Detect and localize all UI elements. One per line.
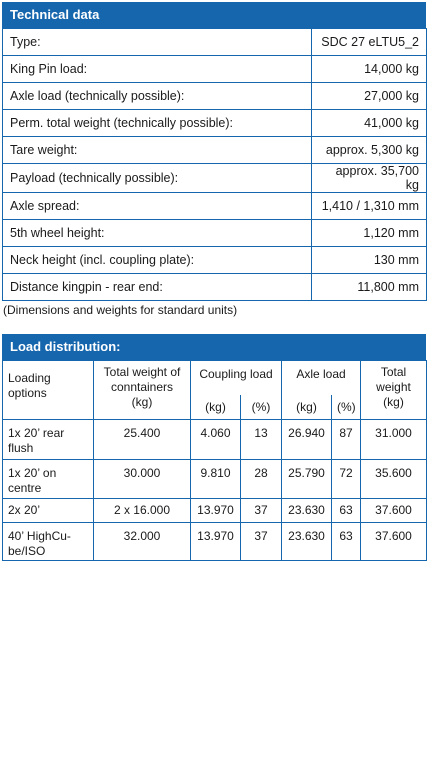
spec-label: Perm. total weight (technically possible): bbox=[3, 110, 312, 137]
axle-kg: 23.630 bbox=[282, 523, 332, 561]
axle-kg: 25.790 bbox=[282, 460, 332, 499]
spec-label: King Pin load: bbox=[3, 56, 312, 83]
spec-label: Neck height (incl. coupling plate): bbox=[3, 247, 312, 274]
total-weight-containers-header: Total weight of conntainers (kg) bbox=[94, 361, 191, 420]
coupling-pct: 28 bbox=[241, 460, 282, 499]
coupling-kg: 9.810 bbox=[191, 460, 241, 499]
spec-value: approx. 35,700 kg bbox=[312, 164, 427, 193]
table-row bbox=[3, 137, 427, 164]
spec-value: 11,800 mm bbox=[312, 274, 427, 301]
axle-pct: 87 bbox=[332, 420, 361, 460]
coupling-kg: 13.970 bbox=[191, 523, 241, 561]
table-row bbox=[3, 499, 427, 523]
spec-label: Payload (technically possible): bbox=[3, 164, 312, 193]
table-row bbox=[3, 83, 427, 110]
axle-pct: 63 bbox=[332, 499, 361, 523]
load-distribution-table bbox=[2, 360, 427, 561]
container-weight: 30.000 bbox=[94, 460, 191, 499]
total-weight-header: Total weight (kg) bbox=[361, 361, 427, 420]
spec-label: Tare weight: bbox=[3, 137, 312, 164]
load-distribution-title: Load distribution: bbox=[2, 334, 426, 360]
spec-value: 1,120 mm bbox=[312, 220, 427, 247]
table-row bbox=[3, 460, 427, 499]
load-distribution-section bbox=[2, 334, 426, 561]
spec-value: 41,000 kg bbox=[312, 110, 427, 137]
technical-data-section bbox=[2, 2, 426, 321]
spec-label: Axle spread: bbox=[3, 193, 312, 220]
table-row bbox=[3, 110, 427, 137]
total-weight: 31.000 bbox=[361, 420, 427, 460]
spec-label: Axle load (technically possible): bbox=[3, 83, 312, 110]
table-row bbox=[3, 193, 427, 220]
spec-label: Distance kingpin - rear end: bbox=[3, 274, 312, 301]
technical-data-title: Technical data bbox=[2, 2, 426, 28]
coupling-load-header: Coupling load bbox=[191, 361, 282, 396]
container-weight: 2 x 16.000 bbox=[94, 499, 191, 523]
table-row bbox=[3, 29, 427, 56]
container-weight: 25.400 bbox=[94, 420, 191, 460]
loading-option: 2x 20’ bbox=[3, 499, 94, 523]
loading-option: 40’ HighCu-be/ISO bbox=[3, 523, 94, 561]
table-row bbox=[3, 523, 427, 561]
axle-kg: 23.630 bbox=[282, 499, 332, 523]
axle-pct-header: (%) bbox=[332, 395, 361, 420]
units-note: (Dimensions and weights for standard units) bbox=[3, 303, 238, 317]
table-row bbox=[3, 274, 427, 301]
spec-label: Type: bbox=[3, 29, 312, 56]
spec-value: 14,000 kg bbox=[312, 56, 427, 83]
coupling-kg: 13.970 bbox=[191, 499, 241, 523]
loading-option: 1x 20’ on centre bbox=[3, 460, 94, 499]
total-weight: 37.600 bbox=[361, 499, 427, 523]
spec-value: approx. 5,300 kg bbox=[312, 137, 427, 164]
total-weight: 37.600 bbox=[361, 523, 427, 561]
axle-pct: 63 bbox=[332, 523, 361, 561]
table-row bbox=[3, 220, 427, 247]
table-row bbox=[3, 247, 427, 274]
technical-data-table bbox=[2, 28, 427, 301]
table-row bbox=[3, 164, 427, 193]
spec-value: 27,000 kg bbox=[312, 83, 427, 110]
spec-value: 130 mm bbox=[312, 247, 427, 274]
coupling-kg: 4.060 bbox=[191, 420, 241, 460]
spec-value: 1,410 / 1,310 mm bbox=[312, 193, 427, 220]
axle-kg: 26.940 bbox=[282, 420, 332, 460]
loading-option: 1x 20’ rear flush bbox=[3, 420, 94, 460]
axle-pct: 72 bbox=[332, 460, 361, 499]
loading-options-header: Loading options bbox=[3, 361, 94, 420]
spec-label: 5th wheel height: bbox=[3, 220, 312, 247]
table-row bbox=[3, 420, 427, 460]
table-header-row bbox=[3, 361, 427, 396]
coupling-pct: 13 bbox=[241, 420, 282, 460]
coupling-pct: 37 bbox=[241, 499, 282, 523]
coupling-kg-header: (kg) bbox=[191, 395, 241, 420]
coupling-pct: 37 bbox=[241, 523, 282, 561]
axle-kg-header: (kg) bbox=[282, 395, 332, 420]
coupling-pct-header: (%) bbox=[241, 395, 282, 420]
table-row bbox=[3, 56, 427, 83]
container-weight: 32.000 bbox=[94, 523, 191, 561]
spec-value: SDC 27 eLTU5_2 bbox=[312, 29, 427, 56]
axle-load-header: Axle load bbox=[282, 361, 361, 396]
total-weight: 35.600 bbox=[361, 460, 427, 499]
